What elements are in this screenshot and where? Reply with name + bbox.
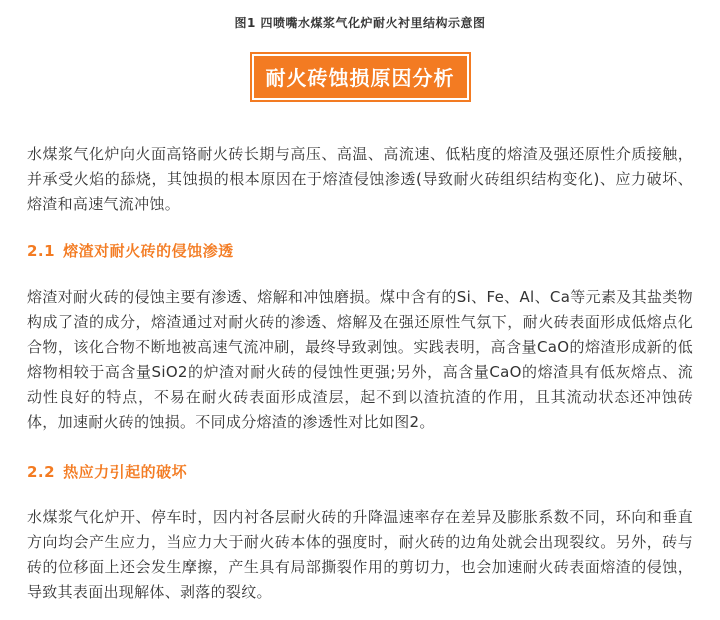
section-heading-2-1 [27, 241, 234, 261]
section-banner-wrap [0, 54, 720, 100]
section-heading-2-2 [27, 462, 187, 482]
section-title: 熔渣对耐火砖的侵蚀渗透 [63, 242, 234, 260]
figure-caption: 图1 四喷嘴水煤浆气化炉耐火衬里结构示意图 [234, 16, 486, 30]
section-2-2-body: 水煤浆气化炉开、停车时，因内衬各层耐火砖的升降温速率存在差异及膨胀系数不同，环向和垂直方向均会产生应力，当应力大于耐火砖本体的强度时，耐火砖的边角处就会出现裂纹。另外，砖与砖的位移面上还会发生摩擦，产生具有局部撕裂作用的剪切力，也会加速耐火砖表面熔渣的侵蚀，导致其表面出现解体、剥落的裂纹。 [27, 508, 693, 601]
section-title: 热应力引起的破坏 [63, 463, 188, 481]
section-banner: 耐火砖蚀损原因分析 [252, 54, 469, 100]
section-number: 2.2 [27, 463, 56, 481]
section-number: 2.1 [27, 242, 56, 260]
intro-paragraph: 水煤浆气化炉向火面高铬耐火砖长期与高压、高温、高流速、低粘度的熔渣及强还原性介质接触，并承受火焰的舔烧，其蚀损的根本原因在于熔渣侵蚀渗透(导致耐火砖组织结构变化)、应力破坏、熔渣和高速气流冲蚀。 [27, 145, 693, 213]
section-2-1-body: 熔渣对耐火砖的侵蚀主要有渗透、熔解和冲蚀磨损。煤中含有的Si、Fe、Al、Ca等元素及其盐类物构成了渣的成分，熔渣通过对耐火砖的渗透、熔解及在强还原性气氛下，耐火砖表面形成低熔点化合物，该化合物不断地被高速气流冲刷，最终导致剥蚀。实践表明，高含量CaO的熔渣形成新的低熔物相较于高含量SiO2的炉渣对耐火砖的侵蚀性更强;另外，高含量CaO的熔渣具有低灰熔点、流动性良好的特点，不易在耐火砖表面形成渣层，起不到以渣抗渣的作用，且其流动状态还冲蚀砖体，加速耐火砖的蚀损。不同成分熔渣的渗透性对比如图2。 [27, 288, 693, 431]
